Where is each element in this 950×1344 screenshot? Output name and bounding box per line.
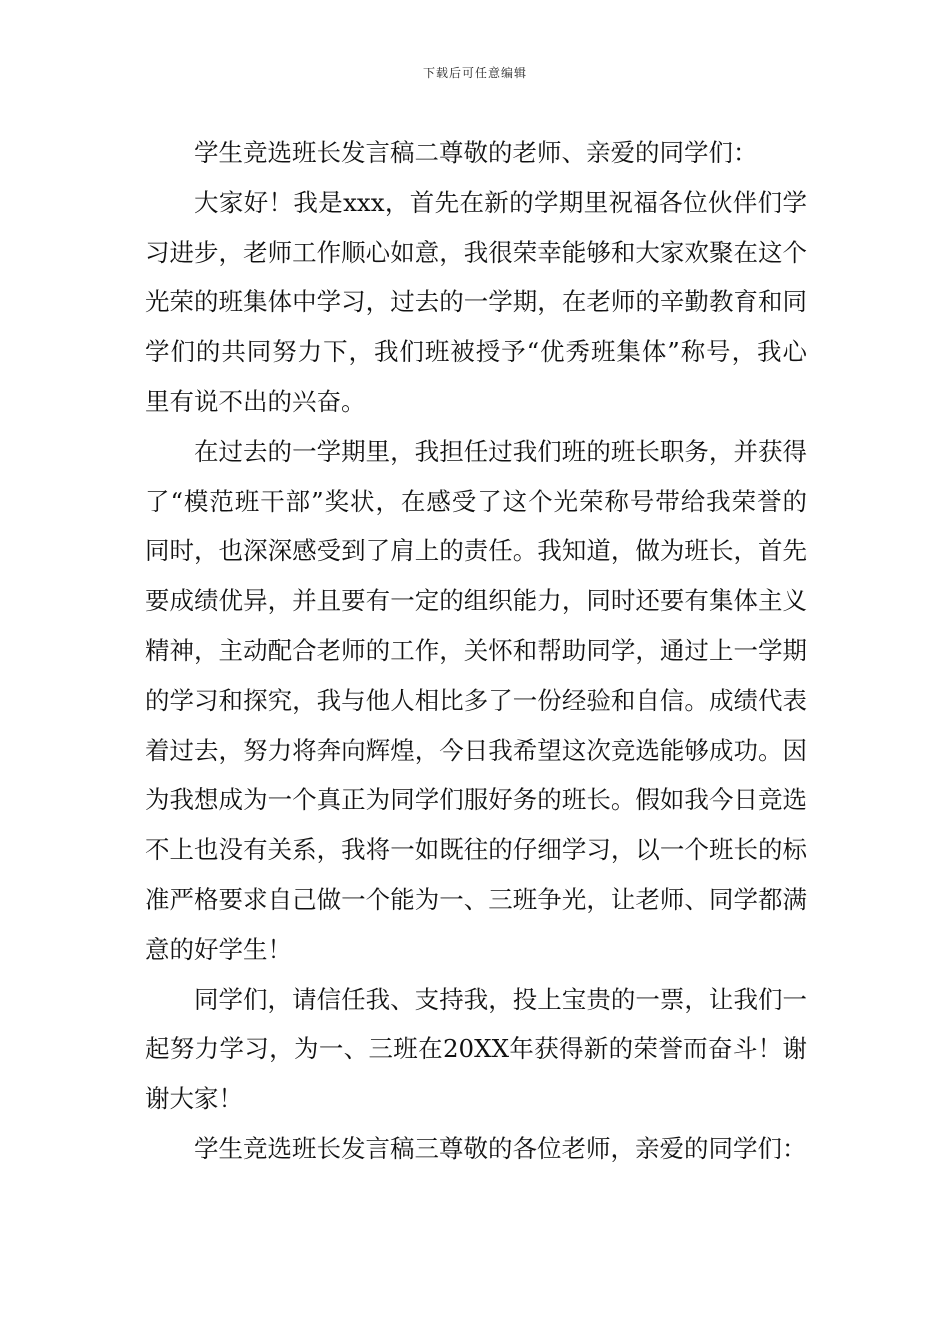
paragraph-1: 学生竞选班长发言稿二尊敬的老师、亲爱的同学们： [194,138,758,167]
paragraph-3: 在过去的一学期里，我担任过我们班的班长职务，并获得了“模范班干部”奖状，在感受了这个光荣称号带给我荣誉的同时，也深深感受到了肩上的责任。我知道，做为班长，首先要成绩优异，并且要有一定的组织能力，同时还要有集体主义精神，主动配合老师的工作，关怀和帮助同学，通过上一学期的学习和探究，我与他人相比多了一份经验和自信。成绩代表着过去，努力将奔向辉煌，今日我希望这次竞选能够成功。因为我想成为一个真正为同学们服好务的班长。假如我今日竞选不上也没有关系，我将一如既往的仔细学习，以一个班长的标准严格要求自己做一个能为一、三班争光，让老师、同学都满意的好学生！ [145,436,807,964]
paragraph-4: 同学们，请信任我、支持我，投上宝贵的一票，让我们一起努力学习，为一、三班在20XX年获得新的荣誉而奋斗！谢谢大家！ [145,984,807,1114]
paragraph-2: 大家好！我是xxx，首先在新的学期里祝福各位伙伴们学习进步，老师工作顺心如意，我很荣幸能够和大家欢聚在这个光荣的班集体中学习，过去的一学期，在老师的辛勤教育和同学们的共同努力下，我们班被授予“优秀班集体”称号，我心里有说不出的兴奋。 [145,187,807,416]
page-header: 下载后可任意编辑 [422,66,527,80]
document-body [145,128,807,1174]
paragraph-5: 学生竞选班长发言稿三尊敬的各位老师，亲爱的同学们： [194,1133,807,1163]
